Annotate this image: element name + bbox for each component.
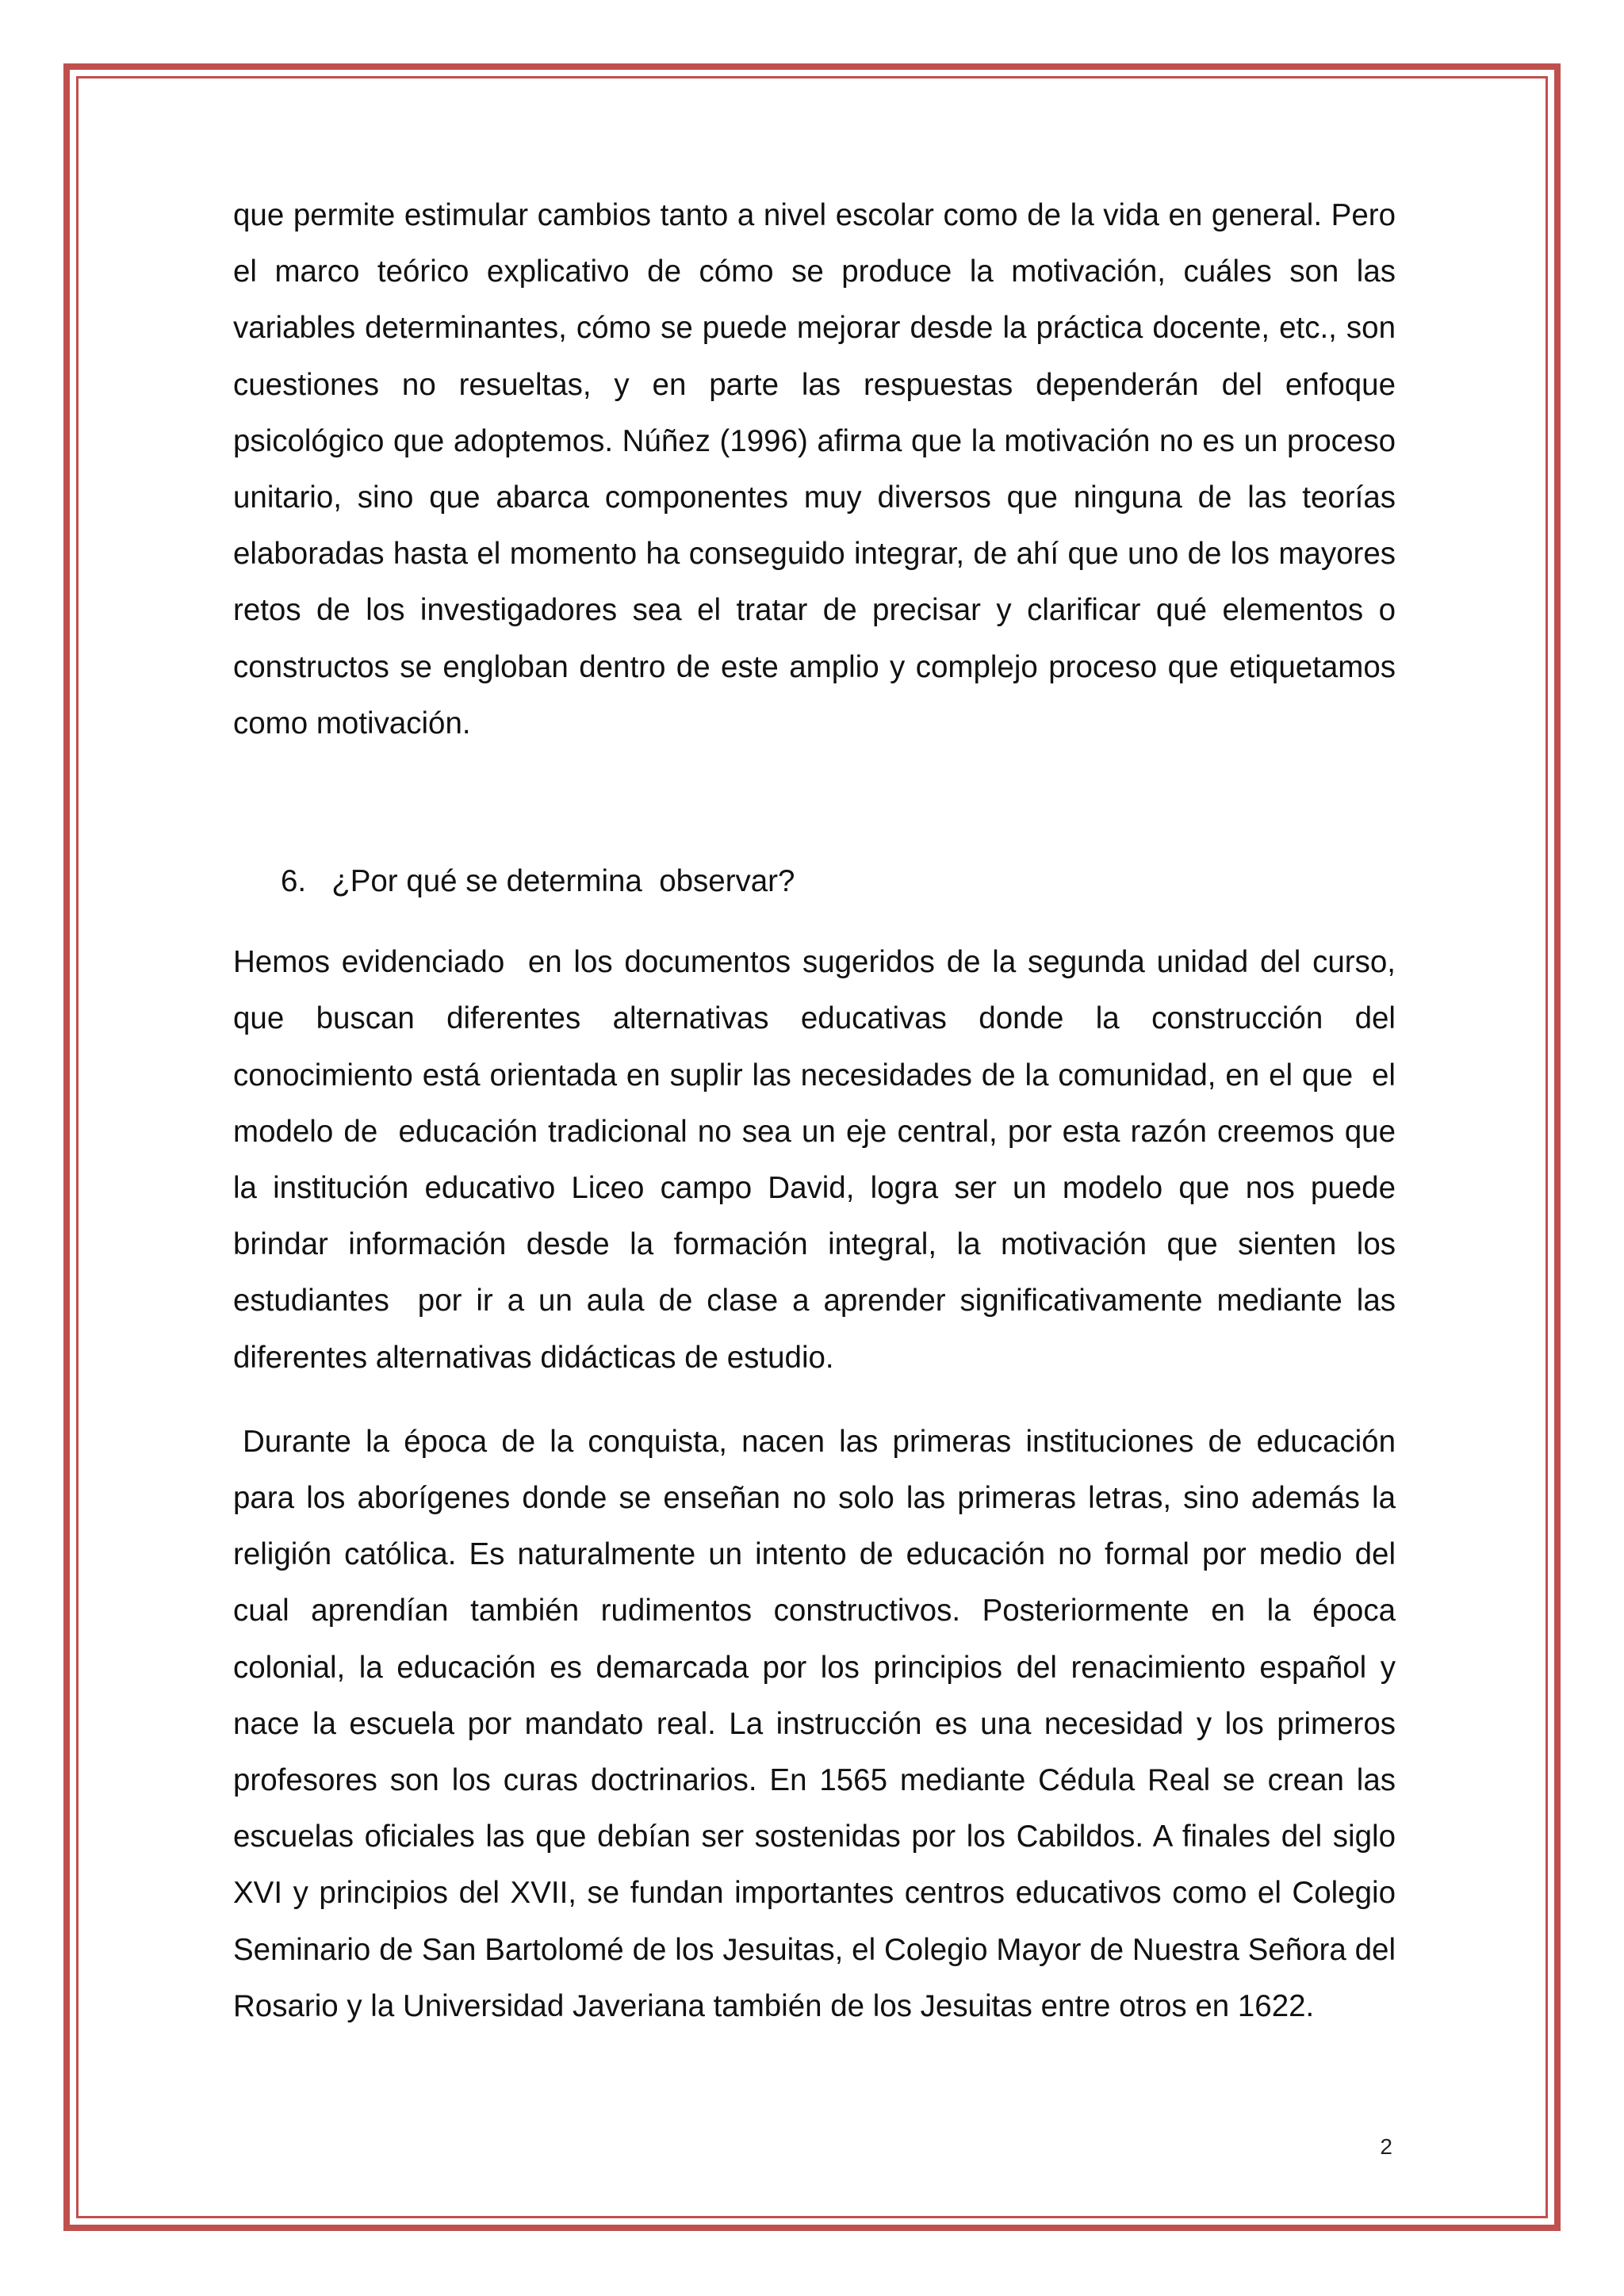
page-number: 2 bbox=[1380, 2134, 1392, 2159]
heading-text: ¿Por qué se determina observar? bbox=[331, 864, 795, 899]
section-heading bbox=[233, 853, 1396, 909]
paragraph-motivation: que permite estimular cambios tanto a nivel escolar como de la vida en general. Pero el marco teórico explicativo de cómo se produce la motivación, cuáles son las variables determinantes, cómo se puede mejorar desde la práctica docente, etc., son cuestiones no resueltas, y en parte las respuestas dependerán del enfoque psicológico que adoptemos. Núñez (1996) afirma que la motivación no es un proceso unitario, sino que abarca componentes muy diversos que ninguna de las teorías elaboradas hasta el momento ha conseguido integrar, de ahí que uno de los mayores retos de los investigadores sea el tratar de precisar y clarificar qué elementos o constructos se engloban dentro de este amplio y complejo proceso que etiquetamos como motivación. bbox=[233, 198, 1404, 740]
document-body bbox=[233, 187, 1413, 2034]
paragraph-evidence: Hemos evidenciado en los documentos sugeridos de la segunda unidad del curso, que buscan diferentes alternativas educativas donde la construcción del conocimiento está orientada en suplir las necesidades de la comunidad, en el que el modelo de educación tradicional no sea un eje central, por esta razón creemos que la institución educativo Liceo campo David, logra ser un modelo que nos puede brindar información desde la formación integral, la motivación que sienten los estudiantes por ir a un aula de clase a aprender significativamente mediante las diferentes alternativas didácticas de estudio. bbox=[233, 945, 1413, 1375]
heading-number: 6. bbox=[281, 864, 307, 899]
paragraph-history: Durante la época de la conquista, nacen las primeras instituciones de educación para los aborígenes donde se enseñan no solo las primeras letras, sino además la religión católica. Es naturalmente un intento de educación no formal por medio del cual aprendían también rudimentos constructivos. Posteriormente en la época colonial, la educación es demarcada por los principios del renacimiento español y nace la escuela por mandato real. La instrucción es una necesidad y los primeros profesores son los curas doctrinarios. En 1565 mediante Cédula Real se crean las escuelas oficiales las que debían ser sostenidas por los Cabildos. A finales del siglo XVI y principios del XVII, se fundan importantes centros educativos como el Colegio Seminario de San Bartolomé de los Jesuitas, el Colegio Mayor de Nuestra Señora del Rosario y la Universidad Javeriana también de los Jesuitas entre otros en 1622. bbox=[233, 1424, 1404, 2023]
